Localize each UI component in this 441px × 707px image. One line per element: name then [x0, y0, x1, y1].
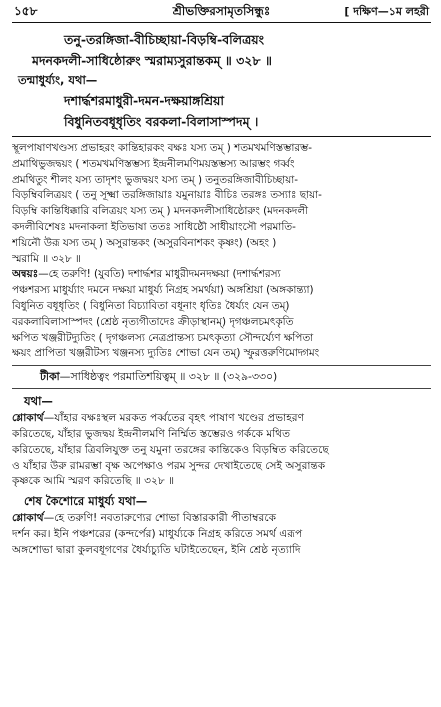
divider	[12, 365, 431, 366]
anvaya-line: বিধুনিত বধূধৃতিং ( বিধুনিতা বিচ্যাবিতা বধূনাং ধৃতিঃ ধৈর্য্যং যেন তম্‌)	[12, 299, 290, 312]
commentary-line: স্মরামি ॥ ৩২৮ ॥	[12, 252, 81, 265]
verse-line: মদনকদলী-সাধিষ্ঠোরুং স্মরাম্যসুরান্তকম্‌ ॥ ৩২৮ ॥	[32, 53, 272, 68]
tika-text: —সাধিষ্ঠত্বং পরমাতিশয়িত্বম্‌ ॥ ৩২৮ ॥ (৩২৯-৩৩০)	[59, 370, 278, 384]
section-label-kaishore: শেষ কৈশোরে মাধুর্য্য যথা—	[24, 494, 148, 509]
tika-line	[12, 369, 431, 385]
verse-line: বিধুনিতবধূধৃতিং বরকলা-বিলাসাস্পদম্‌ ।	[64, 114, 259, 129]
divider	[12, 136, 431, 137]
shlokartha-line: কৃষ্ণকে আমি স্মরণ করিতেছি ॥ ৩২৮ ॥	[12, 475, 175, 488]
shlokartha-line: ও যাঁহার উরু রামরম্ভা বৃক্ষ অপেক্ষাও পরম সুন্দর দেখাইতেছে সেই অসুরান্তক	[12, 459, 326, 472]
commentary-line: প্রমথিতুং শীলং যস্য তাদৃশং ভুজদ্বয়ং যস্য তম্‌ ) তনুতরঙ্গিজাবীচিচ্ছায়া-	[12, 173, 299, 186]
shlokartha-line: অঙ্গশোভা দ্বারা কুলবধূগণের ধৈর্য্যচ্যুতি ঘটাইতেছেন, ইনি শ্রেষ্ঠ নৃত্যাদি	[12, 543, 301, 556]
yatha-label: যথা—	[24, 394, 53, 409]
running-title: শ্রীভক্তিরসামৃতসিন্ধুঃ	[172, 4, 271, 18]
anvaya-label: অন্বয়ঃ	[12, 268, 39, 281]
anvaya-line: ক্ষপিত খঞ্জরীটদ্যুতিং ( দৃগঞ্চলস্য নেত্রপ্রান্তস্য চমৎকৃত্যা সৌন্দর্য্যেণ ক্ষপিতা	[12, 331, 314, 344]
tika-label: টীকা	[40, 370, 60, 384]
page-header	[12, 2, 431, 22]
verse-line: দশার্দ্ধশরমাধুরী-দমন-দক্ষয়াঙ্গশ্রিয়া	[64, 93, 225, 108]
commentary-line: বিড়ম্বি কান্তিধিক্কারি বলিত্রয়ং যস্য তম্‌ ) মদনকদলীসাধিষ্ঠোরুং (মদনকদলী	[12, 205, 309, 218]
anvaya-text: —হে তরুণি! (যুবতি) দশার্দ্ধশর মাধুরীদমনদক্ষয়া (দশার্দ্ধশরস্য	[38, 268, 281, 281]
anvaya-block	[12, 267, 431, 362]
page-number: ১৫৮	[14, 4, 38, 18]
commentary-line: বিড়ম্বিবলিত্রয়ং ( তনু সূক্ষ্মা তরঙ্গিজায়াঃ যমুনায়াঃ বীচিঃ তরঙ্গঃ তস্যাঃ ছায়া-	[12, 189, 322, 202]
commentary-block	[12, 141, 431, 267]
section-label-madhurya: তন্মাধুর্য্যং, যথা—	[18, 73, 98, 87]
shlokartha-text: —যাঁহার বক্ষঃস্থল মরকত পর্ব্বতের বৃহৎ পাষাণ খণ্ডের প্রভাহরণ	[43, 412, 305, 425]
commentary-line: স্থূলপাষাণখণ্ডস্য প্রভাহরং কান্তিহারকং বক্ষঃ যস্য তম্‌ ) শতমখমণিস্তম্ভারম্ভ-	[12, 142, 313, 154]
shlokartha-text: —হে তরুণি! নবতারুণ্যের শোভা বিস্তারকারী পীতাম্বরকে	[43, 512, 276, 525]
shlokartha-line	[12, 411, 431, 427]
anvaya-line	[12, 267, 431, 283]
shlokartha-block	[12, 511, 431, 558]
shlokartha-block	[12, 411, 431, 490]
shlokartha-line	[12, 511, 431, 527]
section-label: [ দক্ষিণ—১ম লহরী	[344, 5, 429, 18]
verse-line: তনু-তরঙ্গিজা-বীচিচ্ছায়া-বিড়ম্বি-বলিত্রয়ং	[64, 32, 264, 47]
shlokartha-line: করিতেছে, যাঁহার ভুজদ্বয় ইন্দ্রনীলমণি নির্ম্মিত স্তম্ভেরও গর্ককে মথিত	[12, 427, 291, 440]
commentary-line: প্রমাথিভুজদ্বয়ং ( শতমখমণিস্তম্ভস্য ইন্দ্রনীলমণিময়স্তম্ভস্য আরম্ভং গর্ব্বং	[12, 157, 295, 170]
anvaya-line: ক্ষয়ং প্রাপিতা খঞ্জরীটস্য খঞ্জনস্য দ্যুতিঃ শোভা যেন তম্‌) স্ফুরত্তরুণিমোদ্গমং	[12, 347, 320, 360]
divider	[12, 388, 431, 389]
shlokartha-line: দর্শন কর। ইনি পঞ্চশরের (কন্দর্পের) মাধুর্য্যকে নিগ্রহ করিতে সমর্থ এরূপ	[12, 527, 303, 540]
commentary-line: কদলীবিশেষঃ মদনাকলা ইতিভাষা ততঃ সাধিষ্ঠৌ সাধীয়াংসৌ পরমাতি-	[12, 220, 296, 233]
shlokartha-line: করিতেছে, যাঁহার ত্রিবলিযুক্ত তনু যমুনা তরঙ্গের কান্তিকেও বিড়ম্বিত করিতেছে	[12, 443, 329, 456]
commentary-line: শয়িনৌ উরূ যস্য তম্‌ ) অসুরান্তকং (অসুরবিনাশকং কৃষ্ণং) (অহং )	[12, 236, 277, 249]
page	[0, 2, 441, 707]
shlokartha-label: শ্লোকার্থ	[12, 512, 44, 525]
anvaya-line: বরকলাবিলাসাস্পদং (শ্রেষ্ঠ নৃত্যগীতাদেঃ ক্রীড়াস্থানম্‌) দৃগঞ্চলচমৎকৃতি	[12, 315, 294, 328]
shlokartha-label: শ্লোকার্থ	[12, 412, 44, 425]
anvaya-line: পঞ্চশরস্য মাধুর্য্যাং দমনে দক্ষয়া মাধুর্য্য নিগ্রহ সমর্থয়া) অঙ্গশ্রিয়া (অঙ্গকান্ত্যা)	[12, 284, 314, 297]
